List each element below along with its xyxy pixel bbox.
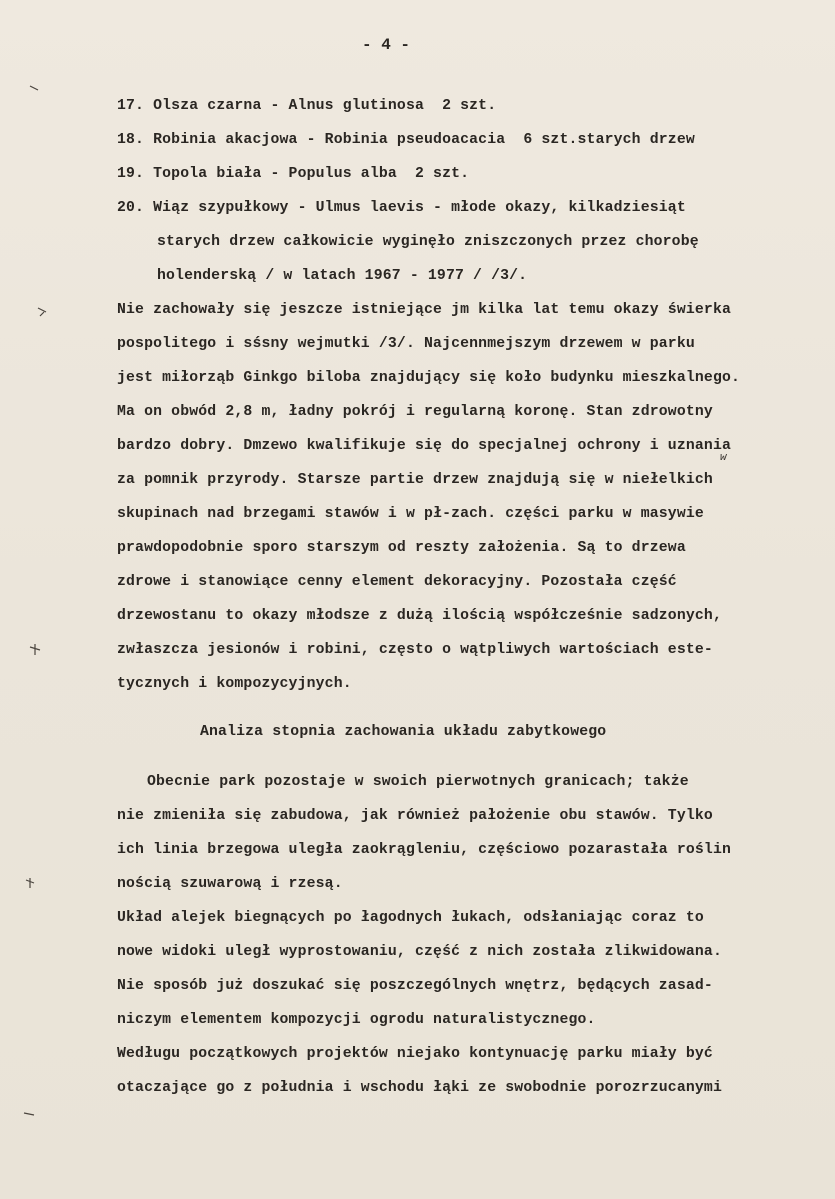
- margin-mark: [30, 644, 40, 655]
- paragraph-line: Obecnie park pozostaje w swoich pierwotnych granicach; także: [147, 774, 689, 790]
- paragraph-line: niczym elementem kompozycji ogrodu naturalistycznego.: [117, 1012, 596, 1028]
- paragraph-line: nowe widoki uległ wyprostowaniu, część z nich została zlikwidowana.: [117, 944, 722, 960]
- paragraph-line: bardzo dobry. Dmzewo kwalifikuje się do specjalnej ochrony i uznania: [117, 438, 732, 454]
- paragraph-line: zdrowe i stanowiące cenny element dekoracyjny. Pozostała część: [117, 574, 677, 590]
- paragraph-line: Wedługu początkowych projektów niejako kontynuację parku miały być: [117, 1046, 713, 1062]
- margin-mark: [38, 308, 46, 316]
- section-heading: Analiza stopnia zachowania układu zabytkowego: [200, 724, 607, 740]
- paragraph-line: Nie zachowały się jeszcze istniejące jm kilka lat temu okazy świerka: [117, 302, 732, 318]
- margin-mark: [24, 1113, 34, 1115]
- paragraph-line: prawdopodobnie sporo starszym od reszty założenia. Są to drzewa: [117, 540, 686, 556]
- list-item-20-cont-1: starych drzew całkowicie wyginęło zniszczonych przez chorobę: [157, 234, 699, 250]
- paragraph-line: nie zmieniła się zabudowa, jak również pałożenie obu stawów. Tylko: [117, 808, 713, 824]
- paragraph-line: nością szuwarową i rzesą.: [117, 876, 343, 892]
- paragraph-line: Nie sposób już doszukać się poszczególnych wnętrz, będących zasad-: [117, 978, 713, 994]
- paragraph-line: tycznych i kompozycyjnych.: [117, 676, 352, 692]
- paragraph-line: jest miłorząb Ginkgo biloba znajdujący się koło budynku mieszkalnego.: [117, 370, 741, 386]
- list-item-20: 20. Wiąz szypułkowy - Ulmus laevis - młode okazy, kilkadziesiąt: [117, 200, 686, 216]
- margin-mark: [30, 86, 38, 90]
- margin-mark: [26, 878, 34, 888]
- handwritten-insert: w: [720, 452, 727, 464]
- paragraph-line: ich linia brzegowa uległa zaokrągleniu, częściowo pozarastała roślin: [117, 842, 732, 858]
- list-item-18: 18. Robinia akacjowa - Robinia pseudoacacia 6 szt.starych drzew: [117, 132, 695, 148]
- list-item-19: 19. Topola biała - Populus alba 2 szt.: [117, 166, 470, 182]
- paragraph-line: zwłaszcza jesionów i robini, często o wątpliwych wartościach este-: [117, 642, 713, 658]
- list-item-20-cont-2: holenderską / w latach 1967 - 1977 / /3/.: [157, 268, 528, 284]
- paragraph-line: skupinach nad brzegami stawów i w pł-zach. części parku w masywie: [117, 506, 704, 522]
- page-number: - 4 -: [362, 36, 411, 54]
- paragraph-line: otaczające go z południa i wschodu łąki ze swobodnie porozrzucanymi: [117, 1080, 722, 1096]
- paragraph-line: drzewostanu to okazy młodsze z dużą ilością współcześnie sadzonych,: [117, 608, 722, 624]
- paragraph-line: Układ alejek biegnących po łagodnych łukach, odsłaniając coraz to: [117, 910, 704, 926]
- paragraph-line: za pomnik przyrody. Starsze partie drzew znajdują się w niełelkich: [117, 472, 713, 488]
- list-item-17: 17. Olsza czarna - Alnus glutinosa 2 szt.: [117, 98, 497, 114]
- paragraph-line: pospolitego i sśsny wejmutki /3/. Najcennmejszym drzewem w parku: [117, 336, 695, 352]
- paragraph-line: Ma on obwód 2,8 m, ładny pokrój i regularną koronę. Stan zdrowotny: [117, 404, 713, 420]
